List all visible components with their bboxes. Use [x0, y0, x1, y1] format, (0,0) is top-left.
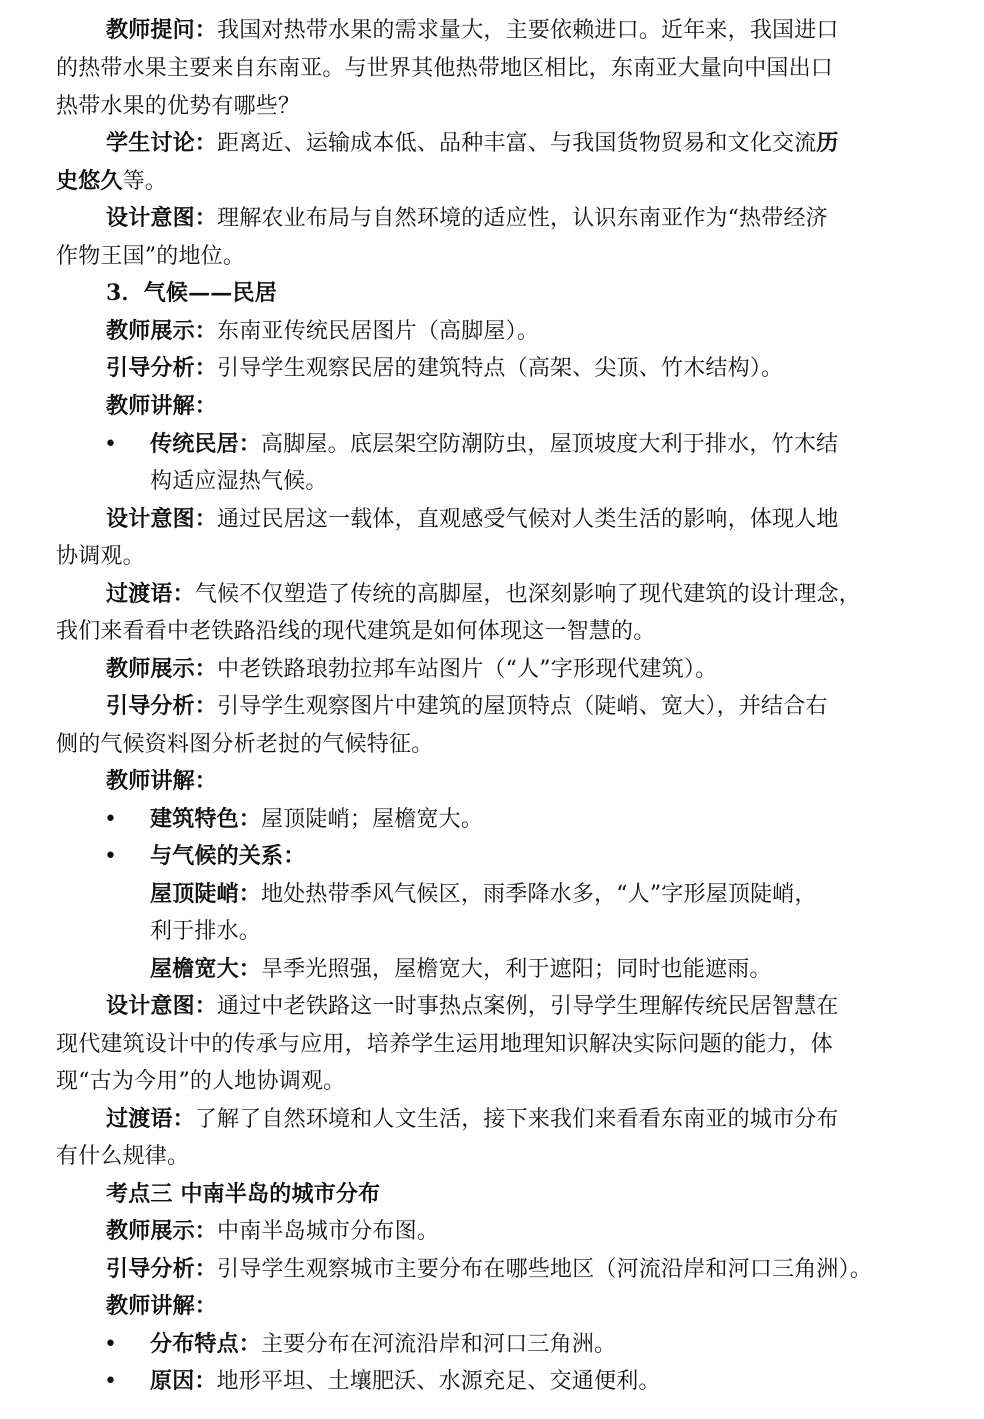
transition-1-line-1: [106, 576, 936, 614]
transition-2-line-1: [106, 1101, 936, 1139]
design-intent-2-line-1: [106, 501, 936, 539]
bullet-traditional-label: 传统民居：: [150, 431, 262, 457]
design-intent-3-text-1: 通过中老铁路这一时事热点案例，引导学生理解传统民居智慧在: [217, 994, 839, 1019]
section-heading-cities: 考点三 中南半岛的城市分布: [106, 1181, 381, 1207]
transition-1-line-2: 我们来看看中老铁路沿线的现代建筑是如何体现这一智慧的。: [56, 619, 656, 644]
bullet-traditional-text-1: 高脚屋。底层架空防潮防虫，屋顶坡度大利于排水，竹木结: [261, 432, 839, 457]
bullet-icon: •: [104, 1369, 117, 1394]
design-intent-3-line-2: 现代建筑设计中的传承与应用，培养学生运用地理知识解决实际问题的能力，体: [56, 1032, 834, 1057]
bullet-feature-text: 屋顶陡峭；屋檐宽大。: [261, 807, 484, 832]
bullet-icon: •: [104, 807, 117, 832]
design-intent-1-line-2: 作物王国”的地位。: [56, 244, 246, 269]
guide-analysis-1: [106, 350, 936, 388]
teacher-show-cities-text: 中南半岛城市分布图。: [217, 1219, 440, 1244]
guide-analysis-2-label: 引导分析：: [106, 693, 218, 719]
design-intent-1-text-1: 理解农业布局与自然环境的适应性，认识东南亚作为“热带经济: [217, 206, 828, 231]
design-intent-3-label: 设计意图：: [106, 993, 218, 1019]
teacher-show-2-label: 教师展示：: [106, 656, 218, 682]
guide-analysis-cities-text: 引导学生观察城市主要分布在哪些地区（河流沿岸和河口三角洲）。: [217, 1257, 873, 1282]
design-intent-2-text-1: 通过民居这一载体，直观感受气候对人类生活的影响，体现人地: [217, 507, 839, 532]
eaves-wide-text: 旱季光照强，屋檐宽大，利于遮阳；同时也能遮雨。: [261, 957, 772, 982]
transition-2-line-2: 有什么规律。: [56, 1144, 190, 1169]
design-intent-2-label: 设计意图：: [106, 506, 218, 532]
bullet-distribution-label: 分布特点：: [150, 1331, 262, 1357]
design-intent-3-line-3: 现“古为今用”的人地协调观。: [56, 1069, 346, 1094]
guide-analysis-2-line-2: 侧的气候资料图分析老挝的气候特征。: [56, 732, 434, 757]
teacher-question-line-3: 热带水果的优势有哪些？: [56, 94, 301, 119]
student-discussion-line-2: [56, 163, 936, 201]
teacher-show-cities-label: 教师展示：: [106, 1218, 218, 1244]
transition-2-label: 过渡语：: [106, 1106, 195, 1132]
teacher-question-text-1: 我国对热带水果的需求量大，主要依赖进口。近年来，我国进口: [217, 18, 839, 43]
student-discussion-bold-1: 历: [816, 130, 839, 156]
transition-2-text-1: 了解了自然环境和人文生活，接下来我们来看看东南亚的城市分布: [194, 1107, 839, 1132]
student-discussion-text-2: 等。: [122, 169, 168, 194]
guide-analysis-1-label: 引导分析：: [106, 355, 218, 381]
roof-steep-label: 屋顶陡峭：: [150, 881, 262, 907]
roof-steep-line-1: [150, 876, 936, 914]
design-intent-2-line-2: 协调观。: [56, 544, 145, 569]
teacher-explain-label-cities: 教师讲解：: [106, 1293, 218, 1319]
teacher-explain-label-2: 教师讲解：: [106, 768, 218, 794]
transition-1-label: 过渡语：: [106, 581, 195, 607]
bullet-reason-label: 原因：: [150, 1368, 217, 1394]
bullet-distribution-text: 主要分布在河流沿岸和河口三角洲。: [261, 1332, 617, 1357]
bullet-relation-label: 与气候的关系：: [150, 843, 306, 869]
student-discussion-label: 学生讨论：: [106, 130, 218, 156]
design-intent-1-line-1: [106, 200, 936, 238]
student-discussion-bold-2: 史悠久: [56, 168, 123, 194]
bullet-icon: •: [104, 1332, 117, 1357]
bullet-icon: •: [104, 432, 117, 457]
bullet-reason: [150, 1363, 936, 1401]
guide-analysis-cities-label: 引导分析：: [106, 1256, 218, 1282]
design-intent-1-label: 设计意图：: [106, 205, 218, 231]
teacher-explain-label-1: 教师讲解：: [106, 393, 218, 419]
guide-analysis-2-line-1: [106, 688, 936, 726]
teacher-show-1-label: 教师展示：: [106, 318, 218, 344]
teacher-show-1: [106, 313, 936, 351]
roof-steep-line-2: 利于排水。: [150, 919, 262, 944]
bullet-traditional-line-1: [150, 426, 936, 464]
teacher-show-2: [106, 651, 936, 689]
bullet-feature: [150, 801, 936, 839]
bullet-reason-text: 地形平坦、土壤肥沃、水源充足、交通便利。: [216, 1369, 661, 1394]
teacher-question-line-2: 的热带水果主要来自东南亚。与世界其他热带地区相比，东南亚大量向中国出口: [56, 56, 834, 81]
bullet-feature-label: 建筑特色：: [150, 806, 262, 832]
design-intent-3-line-1: [106, 988, 936, 1026]
guide-analysis-cities: [106, 1251, 936, 1289]
section-heading-climate-dwelling: 3．气候——民居: [106, 280, 277, 306]
bullet-icon: •: [104, 844, 117, 869]
student-discussion-text-1: 距离近、运输成本低、品种丰富、与我国货物贸易和文化交流: [217, 131, 817, 156]
teacher-show-2-text: 中老铁路琅勃拉邦车站图片（“人”字形现代建筑）。: [217, 657, 718, 682]
guide-analysis-2-text-1: 引导学生观察图片中建筑的屋顶特点（陡峭、宽大），并结合右: [217, 694, 828, 719]
teacher-show-1-text: 东南亚传统民居图片（高脚屋）。: [217, 319, 540, 344]
eaves-wide: [150, 951, 936, 989]
teacher-question-line-1: [106, 12, 936, 50]
bullet-distribution: [150, 1326, 936, 1364]
bullet-traditional-line-2: 构适应湿热气候。: [150, 469, 328, 494]
transition-1-text-1: 气候不仅塑造了传统的高脚屋，也深刻影响了现代建筑的设计理念，: [194, 582, 861, 607]
eaves-wide-label: 屋檐宽大：: [150, 956, 262, 982]
teacher-show-cities: [106, 1213, 936, 1251]
teacher-question-label: 教师提问：: [106, 17, 218, 43]
roof-steep-text-1: 地处热带季风气候区，雨季降水多，“人”字形屋顶陡峭，: [261, 882, 817, 907]
student-discussion-line-1: [106, 125, 936, 163]
guide-analysis-1-text: 引导学生观察民居的建筑特点（高架、尖顶、竹木结构）。: [217, 356, 784, 381]
